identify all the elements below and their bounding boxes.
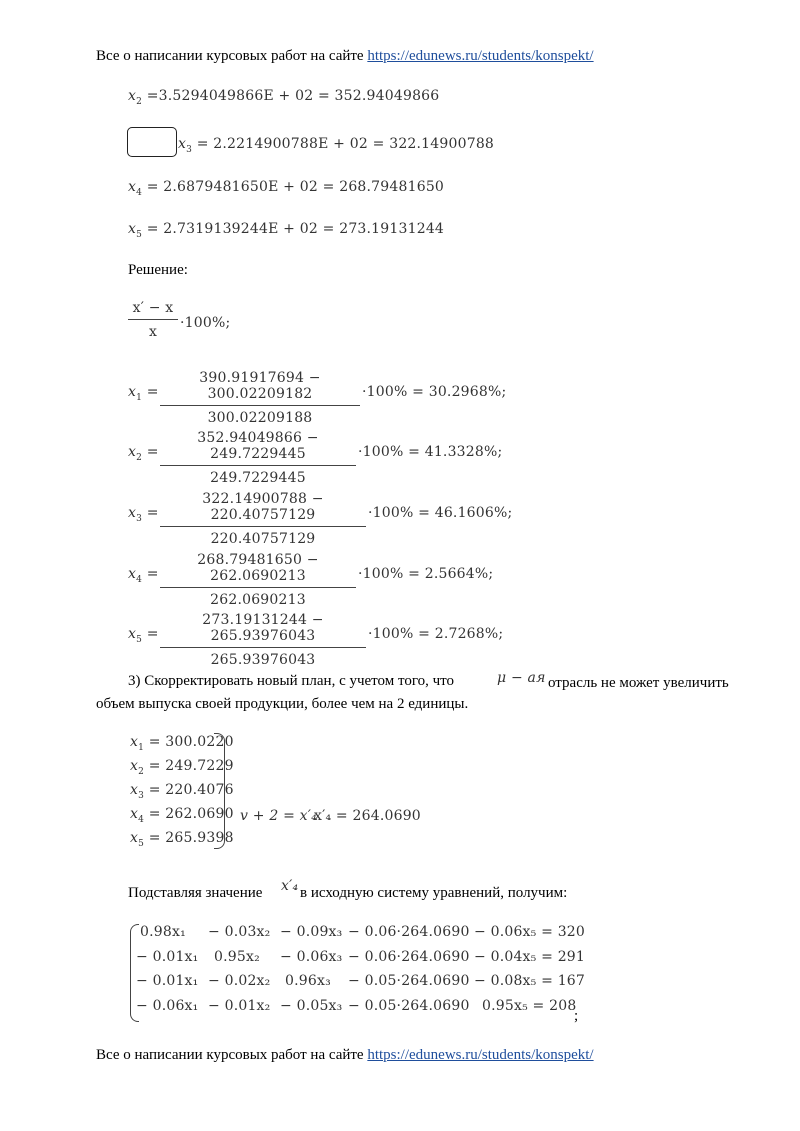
formula-fraction: x′ − x x [128,300,178,340]
sys-r4-c2: − 0.01x₂ [208,998,271,1014]
page-header [96,48,594,65]
sys-r2-c4: − 0.06·264.0690 [348,949,470,965]
value-x2: $x_2 =3.5294049866E + 02 = 352.94049866$ [128,88,440,107]
step3-mu: μ − ая [497,670,546,686]
sys-r4-c4: − 0.05·264.0690 [348,998,470,1014]
footer-text: Все о написании курсовых работ на сайте [96,1047,364,1063]
plan-brace [214,733,225,849]
sys-r4-c5: 0.95x₅ = 208 [482,998,577,1014]
error-x1-var: $x_1$ = [128,384,159,403]
plan-note-eq2: x′₄ = 264.0690 [314,808,421,824]
sys-r1-c2: − 0.03x₂ [208,924,271,940]
sys-r4-c3: − 0.05x₃ [280,998,343,1014]
sys-r1-c5: − 0.06x₅ = 320 [474,924,586,940]
substitute-text-end: в исходную систему уравнений, получим: [300,885,568,901]
value-x3: $x_3 = 2.2214900788E + 02 = 322.14900788$ [178,136,495,155]
step3-text: 3) Скорректировать новый план, с учетом того, что [128,673,455,689]
error-x2-result: ·100% = 41.3328%; [358,444,503,460]
page-footer [96,1047,594,1064]
substitute-symbol: x′₄ [281,878,299,894]
sys-r1-c1: 0.98x₁ [140,924,186,940]
formula-tail: ·100%; [180,315,231,331]
header-link[interactable]: https://edunews.ru/students/konspekt/ [367,48,594,64]
sys-r1-c4: − 0.06·264.0690 [348,924,470,940]
sys-r2-c2: 0.95x₂ [214,949,260,965]
plan-x5: $x_5 = 265.9398$ [130,830,234,849]
sys-r3-c2: − 0.02x₂ [208,973,271,989]
value-x5: $x_5 = 2.7319139244E + 02 = 273.19131244$ [128,221,445,240]
value-x4: $x_4 = 2.6879481650E + 02 = 268.79481650$ [128,179,445,198]
error-x5-var: $x_5$ = [128,626,159,645]
error-x3-var: $x_3$ = [128,505,159,524]
substitute-text: Подставляя значение [128,885,263,901]
sys-r3-c5: − 0.08x₅ = 167 [474,973,586,989]
plan-x2: $x_2 = 249.7229$ [130,758,234,777]
sys-r3-c1: − 0.01x₁ [136,973,199,989]
plan-note-eq1: v + 2 = x′₄ [240,808,317,824]
error-x4-result: ·100% = 2.5664%; [358,566,494,582]
error-x5-fraction: 273.19131244 − 265.93976043 265.93976043 [160,612,366,668]
error-x3-result: ·100% = 46.1606%; [368,505,513,521]
error-x4-fraction: 268.79481650 − 262.0690213 262.0690213 [160,552,356,608]
sys-r2-c5: − 0.04x₅ = 291 [474,949,586,965]
sys-r1-c3: − 0.09x₃ [280,924,343,940]
plan-x1: $x_1 = 300.0220$ [130,734,234,753]
error-x1-result: ·100% = 30.2968%; [362,384,507,400]
plan-x3: $x_3 = 220.4076$ [130,782,234,801]
error-x2-var: $x_2$ = [128,444,159,463]
header-text: Все о написании курсовых работ на сайте [96,48,364,64]
error-x1-fraction: 390.91917694 − 300.02209182 300.02209188 [160,370,360,426]
sys-r3-c3: 0.96x₃ [285,973,331,989]
error-x3-fraction: 322.14900788 − 220.40757129 220.40757129 [160,491,366,547]
footer-link[interactable]: https://edunews.ru/students/konspekt/ [367,1047,594,1063]
sys-r4-c1: − 0.06x₁ [136,998,199,1014]
sys-r3-c4: − 0.05·264.0690 [348,973,470,989]
plan-x4: $x_4 = 262.0690$ [130,806,234,825]
sys-r2-c1: − 0.01x₁ [136,949,199,965]
solution-label: Решение: [128,262,188,278]
error-x2-fraction: 352.94049866 − 249.7229445 249.7229445 [160,430,356,486]
system-end: ; [574,1008,579,1024]
error-x4-var: $x_4$ = [128,566,159,585]
error-x5-result: ·100% = 2.7268%; [368,626,504,642]
sys-r2-c3: − 0.06x₃ [280,949,343,965]
step3-text-end: отрасль не может увеличить [548,675,729,691]
step3-line2: объем выпуска своей продукции, более чем на 2 единицы. [96,696,469,712]
empty-input-box[interactable] [127,127,177,157]
